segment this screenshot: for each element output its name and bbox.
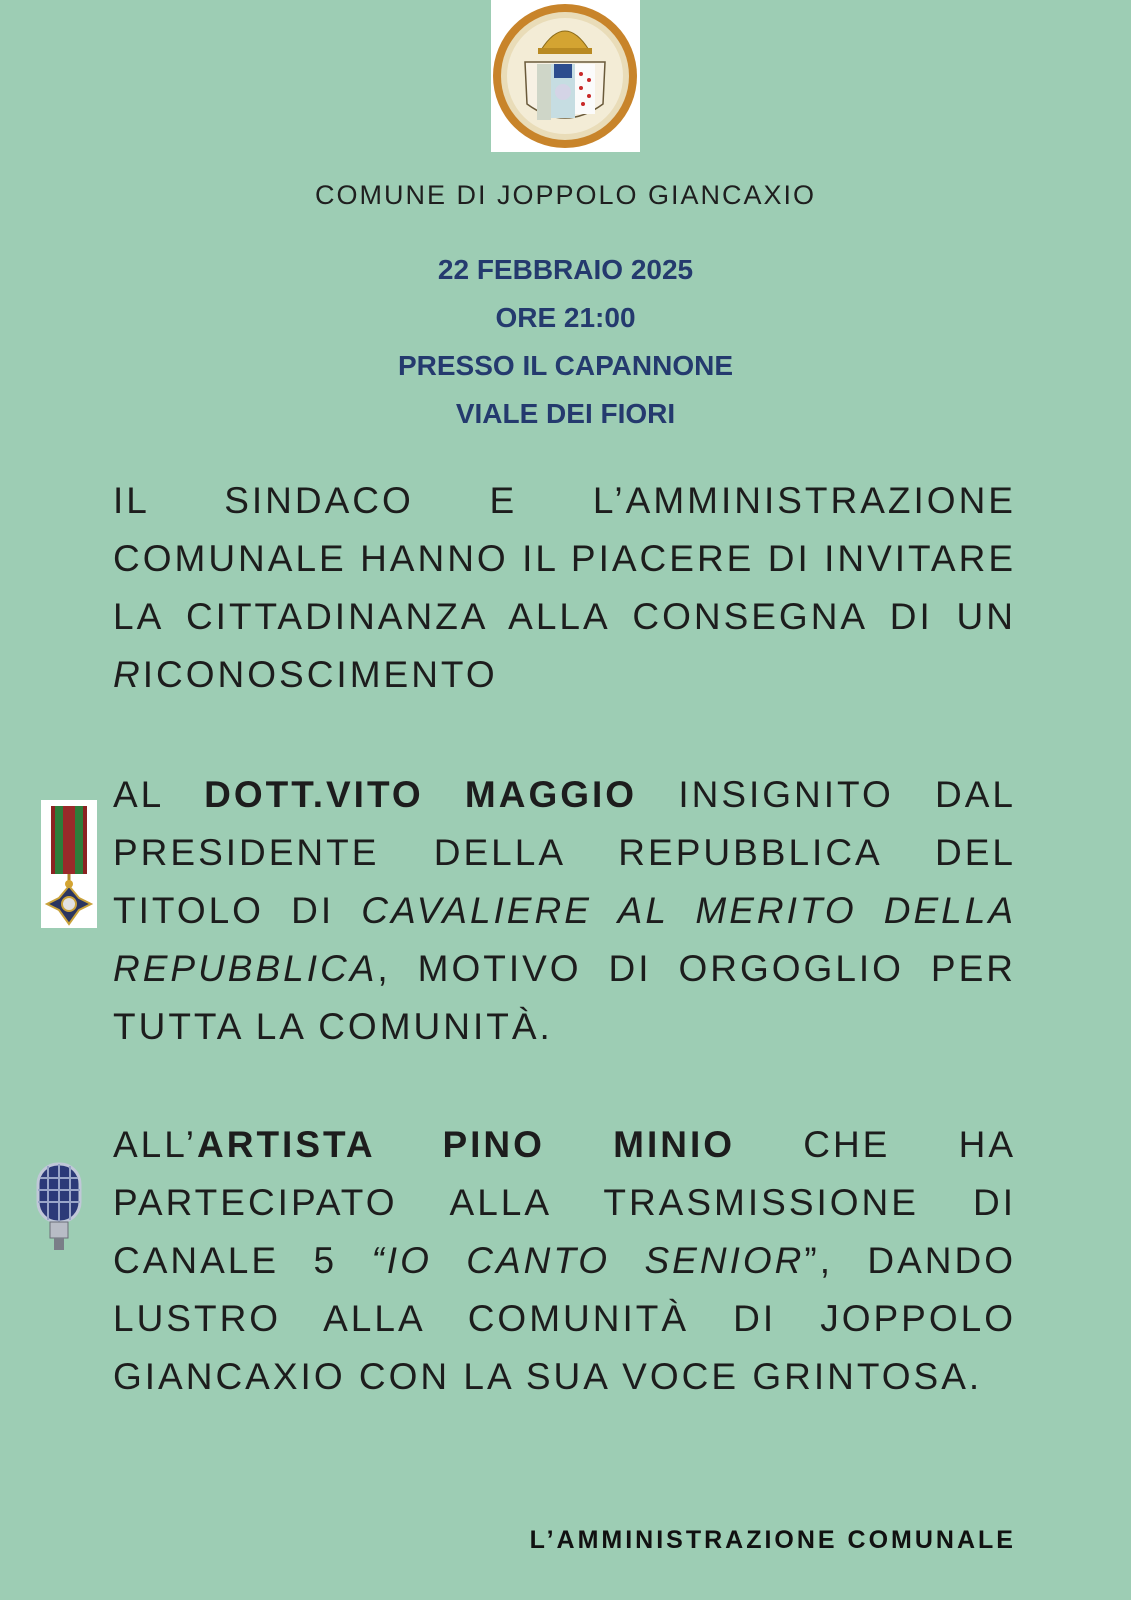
honoree-1-text-end: , MOTIVO DI ORGOGLIO PER TUTTA LA COMUNITÀ. bbox=[113, 948, 1016, 1047]
honoree-1-text: INSIGNITO DAL PRESIDENTE DELLA REPUBBLICA DEL TITOLO DI bbox=[113, 774, 1016, 931]
coat-of-arms-icon bbox=[491, 0, 640, 152]
event-street: VIALE DEI FIORI bbox=[455, 398, 676, 429]
honoree-2-prefix: ALL’ bbox=[113, 1124, 198, 1165]
invitation-text-end: ICONOSCIMENTO bbox=[142, 654, 498, 695]
honoree-1-name: DOTT.VITO MAGGIO bbox=[204, 774, 638, 815]
invitation-text: IL SINDACO E L’AMMINISTRAZIONE COMUNALE HANNO IL PIACERE DI INVITARE LA CITTADINANZA ALLA CONSEGNA DI UN bbox=[113, 480, 1016, 637]
municipality-name: COMUNE DI JOPPOLO GIANCAXIO bbox=[314, 180, 817, 210]
microphone-icon bbox=[30, 1160, 88, 1252]
signature: L’AMMINISTRAZIONE COMUNALE bbox=[529, 1526, 1016, 1554]
event-time: ORE 21:00 bbox=[495, 302, 636, 333]
event-place: PRESSO IL CAPANNONE bbox=[397, 350, 733, 381]
honoree-1-title: CAVALIERE AL MERITO DELLA REPUBBLICA bbox=[113, 890, 1016, 989]
medal-ribbon-icon bbox=[41, 800, 97, 928]
honoree-2-name: ARTISTA PINO MINIO bbox=[197, 1124, 736, 1165]
invitation-italic-letter: R bbox=[113, 654, 143, 695]
honoree-2-paragraph bbox=[113, 1116, 1016, 1406]
honoree-1-paragraph bbox=[113, 766, 1016, 1056]
event-date: 22 FEBBRAIO 2025 bbox=[437, 254, 694, 285]
honoree-2-text: CHE HA PARTECIPATO ALLA TRASMISSIONE DI CANALE 5 bbox=[113, 1124, 1016, 1281]
event-details bbox=[0, 246, 1131, 438]
honoree-2-text-end: ”, DANDO LUSTRO ALLA COMUNITÀ DI JOPPOLO GIANCAXIO CON LA SUA VOCE GRINTOSA. bbox=[113, 1240, 1017, 1397]
honoree-2-show: “IO CANTO SENIOR bbox=[371, 1240, 805, 1281]
honoree-1-prefix: AL bbox=[113, 774, 205, 815]
invitation-paragraph bbox=[113, 472, 1016, 704]
